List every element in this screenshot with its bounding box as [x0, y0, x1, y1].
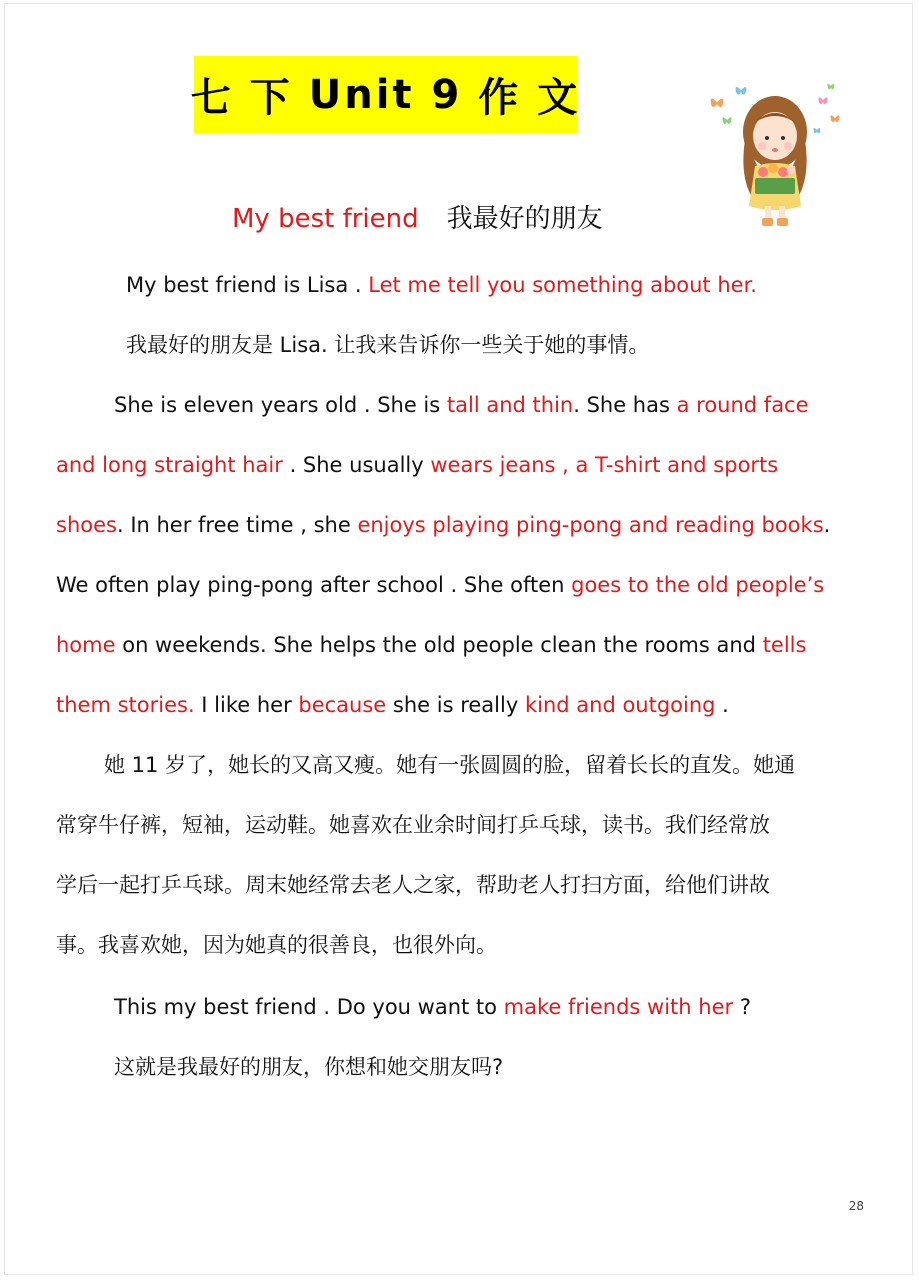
text-run: . — [823, 513, 831, 537]
body-en-line — [56, 690, 729, 720]
text-run: We often play ping-pong after school . She often — [56, 573, 572, 597]
text-run: My best friend is Lisa . — [126, 273, 369, 297]
title-part: 作 — [478, 75, 522, 121]
text-run: This my best friend . Do you want to — [114, 995, 504, 1019]
text-run: ? — [733, 995, 751, 1019]
subtitle-zh: 我最好的朋友 — [446, 204, 603, 234]
text-run-highlight: Let me tell you something about her. — [368, 273, 757, 297]
text-run: on weekends. She helps the old people clean the rooms and — [115, 633, 763, 657]
body-en-line — [56, 510, 830, 540]
text-run-highlight: a round face — [676, 393, 809, 417]
text-run-highlight: and long straight hair — [56, 453, 283, 477]
text-run-highlight: enjoys playing ping-pong and reading books — [357, 513, 824, 537]
text-run: She is eleven years old . She is — [114, 393, 447, 417]
essay-subtitle — [232, 198, 603, 235]
text-run: she is really — [386, 693, 525, 717]
text-run-highlight: wears jeans , a T-shirt and sports — [430, 453, 779, 477]
page-title — [190, 56, 581, 133]
body-zh-line: 学后一起打乒乓球。周末她经常去老人之家，帮助老人打扫方面，给他们讲故 — [56, 873, 770, 897]
outro-zh-line: 这就是我最好的朋友，你想和她交朋友吗? — [114, 1055, 504, 1079]
text-run-highlight: tall and thin — [446, 393, 574, 417]
title-part: 下 — [249, 75, 293, 121]
body-zh-line: 常穿牛仔裤，短袖，运动鞋。她喜欢在业余时间打乒乓球，读书。我们经常放 — [56, 813, 770, 837]
intro-en-line — [126, 270, 757, 300]
text-run: . In her free time , she — [116, 513, 358, 537]
body-zh-line: 她 11 岁了，她长的又高又瘦。她有一张圆圆的脸，留着长长的直发。她通 — [104, 753, 796, 777]
body-en-line — [56, 630, 806, 660]
text-run: I like her — [194, 693, 299, 717]
outro-en-line — [114, 992, 751, 1022]
text-run-highlight: them stories. — [56, 693, 195, 717]
text-run-highlight: goes to the old people’s — [571, 573, 825, 597]
text-run-highlight: because — [298, 693, 387, 717]
text-run: . She has — [573, 393, 677, 417]
body-en-line — [56, 570, 824, 600]
intro-zh-line: 我最好的朋友是 Lisa. 让我来告诉你一些关于她的事情。 — [126, 333, 650, 357]
text-run: . She usually — [282, 453, 431, 477]
text-run-highlight: tells — [762, 633, 807, 657]
text-run-highlight: make friends with her — [503, 995, 734, 1019]
title-part: 文 — [537, 75, 581, 121]
body-zh-line: 事。我喜欢她，因为她真的很善良，也很外向。 — [56, 933, 497, 957]
title-part: Unit 9 — [308, 71, 463, 118]
title-part: 七 — [190, 75, 234, 121]
body-en-line — [114, 390, 809, 420]
text-run-highlight: home — [56, 633, 116, 657]
text-run-highlight: shoes — [56, 513, 117, 537]
text-run: . — [715, 693, 729, 717]
subtitle-en: My best friend — [232, 204, 419, 234]
body-en-line — [56, 450, 778, 480]
girl-reading-book-with-butterflies-icon — [705, 80, 845, 232]
page-number: 28 — [848, 1199, 864, 1213]
text-run-highlight: kind and outgoing — [524, 693, 716, 717]
